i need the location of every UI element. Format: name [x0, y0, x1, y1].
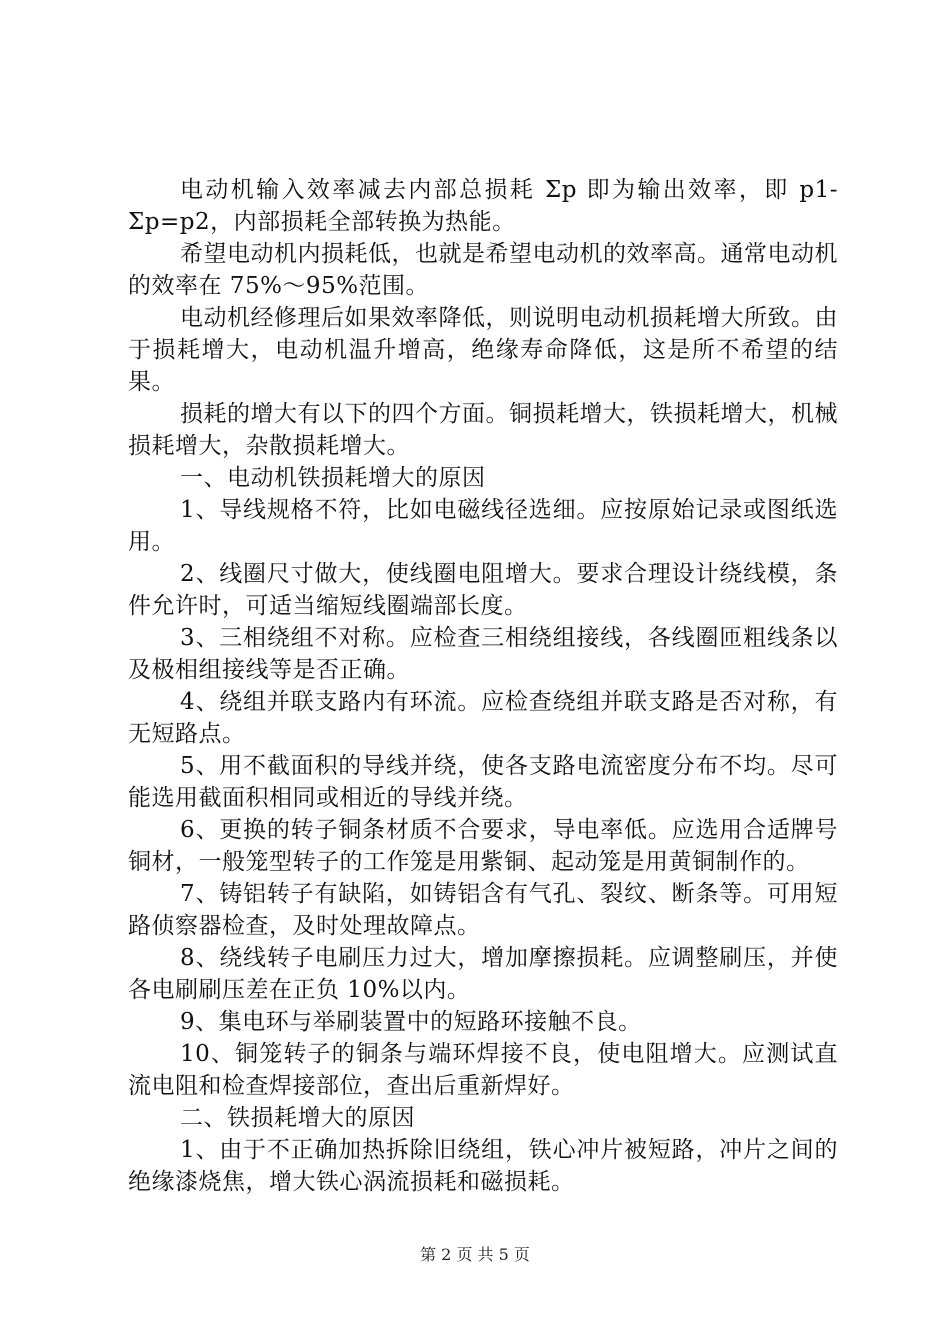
paragraph: 损耗的增大有以下的四个方面。铜损耗增大，铁损耗增大，机械损耗增大，杂散损耗增大。 — [128, 401, 838, 459]
section-heading: 一、电动机铁损耗增大的原因 — [180, 465, 486, 491]
page-number-footer: 第 2 页 共 5 页 — [420, 1245, 530, 1264]
paragraph: 电动机输入效率减去内部总损耗 Σp 即为输出效率，即 p1-Σp=p2，内部损耗全部转换为热能。 — [128, 177, 838, 235]
paragraph: 电动机经修理后如果效率降低，则说明电动机损耗增大所致。由于损耗增大，电动机温升增高，绝缘寿命降低，这是所不希望的结果。 — [128, 305, 838, 395]
list-item: 9、集电环与举刷装置中的短路环接触不良。 — [180, 1009, 642, 1035]
list-item: 3、三相绕组不对称。应检查三相绕组接线，各线圈匝粗线条以及极相组接线等是否正确。 — [128, 625, 838, 683]
paragraph: 希望电动机内损耗低，也就是希望电动机的效率高。通常电动机的效率在 75%～95%范围。 — [128, 241, 838, 299]
list-item: 6、更换的转子铜条材质不合要求，导电率低。应选用合适牌号铜材，一般笼型转子的工作笼是用紫铜、起动笼是用黄铜制作的。 — [128, 817, 838, 875]
list-item: 5、用不截面积的导线并绕，使各支路电流密度分布不均。尽可能选用截面积相同或相近的导线并绕。 — [128, 753, 838, 811]
list-item: 10、铜笼转子的铜条与端环焊接不良，使电阻增大。应测试直流电阻和检查焊接部位，查出后重新焊好。 — [128, 1041, 838, 1099]
section-heading: 二、铁损耗增大的原因 — [180, 1105, 415, 1131]
list-item: 4、绕组并联支路内有环流。应检查绕组并联支路是否对称，有无短路点。 — [128, 689, 838, 747]
list-item: 1、由于不正确加热拆除旧绕组，铁心冲片被短路，冲片之间的绝缘漆烧焦，增大铁心涡流损耗和磁损耗。 — [128, 1137, 838, 1195]
list-item: 1、导线规格不符，比如电磁线径选细。应按原始记录或图纸选用。 — [128, 497, 838, 555]
list-item: 2、线圈尺寸做大，使线圈电阻增大。要求合理设计绕线模，条件允许时，可适当缩短线圈端部长度。 — [128, 561, 838, 619]
document-body — [128, 174, 838, 1198]
list-item: 8、绕线转子电刷压力过大，增加摩擦损耗。应调整刷压，并使各电刷刷压差在正负 10%以内。 — [128, 945, 838, 1003]
list-item: 7、铸铝转子有缺陷，如铸铝含有气孔、裂纹、断条等。可用短路侦察器检查，及时处理故障点。 — [128, 881, 838, 939]
